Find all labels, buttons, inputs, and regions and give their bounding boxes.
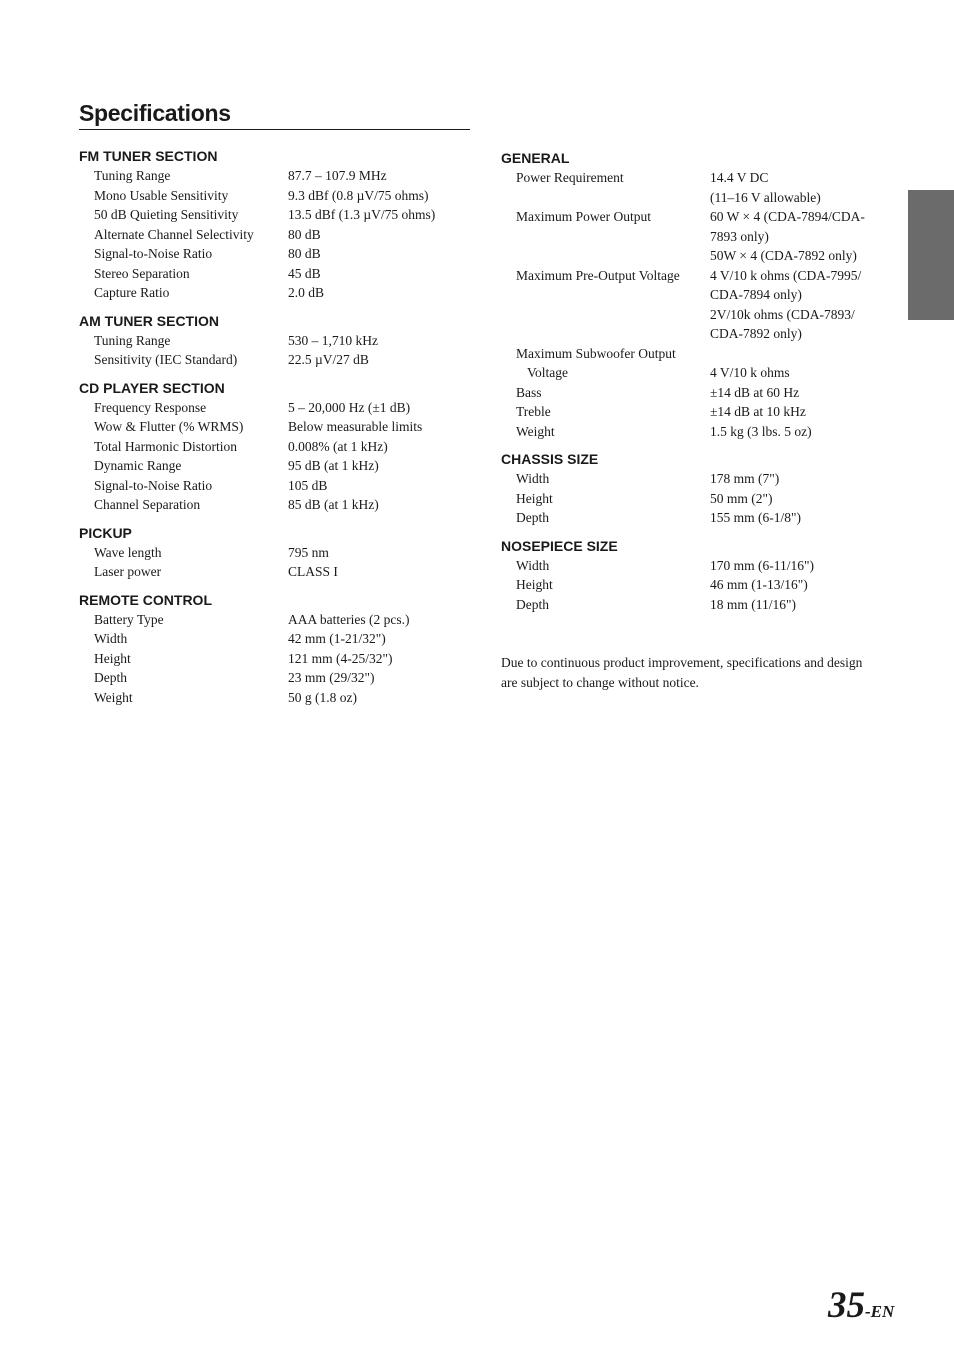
spec-label bbox=[79, 283, 288, 303]
spec-value bbox=[710, 207, 881, 266]
left-spec-column bbox=[79, 146, 470, 715]
section-heading: AM TUNER SECTION bbox=[79, 312, 219, 329]
spec-label-text: Dynamic Range bbox=[94, 458, 182, 473]
spec-value bbox=[288, 186, 470, 206]
spec-label-text: Height bbox=[516, 490, 553, 506]
right-spec-column bbox=[501, 148, 881, 622]
spec-label bbox=[501, 402, 710, 422]
spec-label bbox=[79, 495, 288, 515]
spec-section bbox=[79, 523, 470, 582]
spec-label bbox=[79, 331, 288, 351]
spec-value-line: 9.3 dBf (0.8 µV/75 ohms) bbox=[288, 187, 429, 203]
spec-label bbox=[501, 207, 710, 266]
spec-value bbox=[288, 350, 470, 370]
spec-label bbox=[79, 205, 288, 225]
spec-label-text: Wow & Flutter (% WRMS) bbox=[94, 419, 244, 434]
spec-label-text: Weight bbox=[516, 423, 555, 439]
spec-label-text: Maximum Power Output bbox=[516, 209, 651, 224]
page-number-digits: 35 bbox=[828, 1285, 865, 1326]
spec-value-line: 85 dB (at 1 kHz) bbox=[288, 497, 379, 512]
spec-value bbox=[288, 225, 470, 245]
spec-value-line: 46 mm (1-13/16") bbox=[710, 577, 808, 592]
spec-row bbox=[501, 595, 881, 615]
spec-value-line: 80 dB bbox=[288, 226, 321, 242]
spec-label-text: Tuning Range bbox=[94, 332, 171, 348]
spec-value-line: 18 mm (11/16") bbox=[710, 596, 797, 612]
spec-row bbox=[501, 402, 881, 422]
spec-value bbox=[710, 575, 881, 595]
spec-label bbox=[79, 398, 288, 418]
spec-label bbox=[79, 629, 288, 649]
spec-value bbox=[288, 437, 470, 457]
spec-label bbox=[79, 166, 288, 186]
spec-value bbox=[288, 543, 470, 563]
spec-label-text: Bass bbox=[516, 384, 542, 400]
spec-value-line: 5 – 20,000 Hz (±1 dB) bbox=[288, 399, 411, 415]
spec-row bbox=[79, 331, 470, 351]
spec-row bbox=[79, 456, 470, 476]
spec-value-line: 178 mm (7") bbox=[710, 471, 780, 486]
spec-value bbox=[710, 402, 881, 422]
spec-value bbox=[288, 495, 470, 515]
spec-row bbox=[79, 437, 470, 457]
spec-value-line: 795 nm bbox=[288, 544, 329, 560]
spec-label-text: Power Requirement bbox=[516, 170, 624, 185]
spec-label bbox=[501, 383, 710, 403]
spec-value-line: 2V/10k ohms (CDA-7893/ bbox=[710, 306, 855, 322]
spec-value-line: 22.5 µV/27 dB bbox=[288, 352, 369, 367]
spec-label-text: Mono Usable Sensitivity bbox=[94, 187, 229, 203]
spec-row bbox=[501, 344, 881, 383]
spec-label-text: Signal-to-Noise Ratio bbox=[94, 477, 213, 493]
spec-row bbox=[501, 383, 881, 403]
spec-section bbox=[79, 590, 470, 708]
spec-value bbox=[710, 383, 881, 403]
spec-value-line: 170 mm (6-11/16") bbox=[710, 557, 814, 573]
spec-label-text: Wave length bbox=[94, 544, 162, 560]
spec-value bbox=[288, 331, 470, 351]
spec-label bbox=[79, 264, 288, 284]
spec-row bbox=[79, 350, 470, 370]
spec-value bbox=[710, 422, 881, 442]
spec-label-text: Laser power bbox=[94, 564, 162, 579]
spec-value-line: 60 W × 4 (CDA-7894/CDA- bbox=[710, 209, 865, 224]
spec-row bbox=[79, 205, 470, 225]
spec-label-text: Weight bbox=[94, 689, 133, 705]
spec-label-text: Treble bbox=[516, 404, 551, 419]
spec-row bbox=[501, 266, 881, 344]
spec-label bbox=[79, 437, 288, 457]
spec-row bbox=[79, 398, 470, 418]
spec-value-line: 14.4 V DC bbox=[710, 170, 769, 185]
spec-value bbox=[288, 629, 470, 649]
spec-value-line: AAA batteries (2 pcs.) bbox=[288, 611, 410, 627]
spec-label-text: Frequency Response bbox=[94, 399, 207, 415]
section-heading: PICKUP bbox=[79, 524, 132, 541]
spec-value bbox=[288, 398, 470, 418]
spec-label bbox=[79, 668, 288, 688]
spec-label bbox=[79, 225, 288, 245]
spec-value-line: CDA-7892 only) bbox=[710, 326, 802, 341]
spec-row bbox=[79, 166, 470, 186]
spec-label bbox=[79, 476, 288, 496]
spec-value-line: 87.7 – 107.9 MHz bbox=[288, 168, 387, 183]
spec-label bbox=[501, 266, 710, 344]
spec-value bbox=[288, 456, 470, 476]
spec-value-line: 80 dB bbox=[288, 246, 321, 261]
page-title: Specifications bbox=[79, 100, 470, 130]
spec-label bbox=[501, 556, 710, 576]
page-number bbox=[828, 1284, 894, 1327]
spec-label bbox=[501, 595, 710, 615]
spec-value bbox=[288, 688, 470, 708]
spec-label-text: Depth bbox=[516, 510, 549, 525]
spec-value-line: 4 V/10 k ohms (CDA-7995/ bbox=[710, 267, 862, 283]
spec-section bbox=[501, 449, 881, 528]
section-heading: FM TUNER SECTION bbox=[79, 148, 218, 164]
spec-value bbox=[288, 283, 470, 303]
spec-value-line: (11–16 V allowable) bbox=[710, 189, 821, 205]
spec-row bbox=[79, 417, 470, 437]
spec-row bbox=[79, 668, 470, 688]
spec-label bbox=[501, 168, 710, 207]
spec-label bbox=[501, 575, 710, 595]
spec-value bbox=[288, 562, 470, 582]
spec-value bbox=[710, 489, 881, 509]
section-heading: REMOTE CONTROL bbox=[79, 591, 212, 608]
spec-label-text: Signal-to-Noise Ratio bbox=[94, 246, 213, 261]
spec-section bbox=[79, 146, 470, 303]
spec-section bbox=[501, 536, 881, 615]
spec-row bbox=[501, 508, 881, 528]
spec-row bbox=[79, 543, 470, 563]
spec-value bbox=[288, 668, 470, 688]
spec-value-line: 50 g (1.8 oz) bbox=[288, 689, 357, 705]
spec-label bbox=[79, 610, 288, 630]
spec-label-text: Stereo Separation bbox=[94, 265, 190, 281]
spec-label-text: Tuning Range bbox=[94, 168, 171, 183]
spec-value bbox=[710, 508, 881, 528]
spec-row bbox=[79, 264, 470, 284]
spec-label bbox=[79, 562, 288, 582]
spec-label bbox=[501, 469, 710, 489]
spec-row bbox=[501, 422, 881, 442]
spec-row bbox=[79, 244, 470, 264]
spec-label bbox=[79, 688, 288, 708]
spec-value-line: 13.5 dBf (1.3 µV/75 ohms) bbox=[288, 207, 436, 222]
spec-value-line: 50 mm (2") bbox=[710, 490, 773, 506]
spec-label-text: Battery Type bbox=[94, 611, 164, 627]
spec-label bbox=[79, 244, 288, 264]
spec-label-text: Alternate Channel Selectivity bbox=[94, 226, 254, 242]
spec-label-text: Height bbox=[94, 650, 131, 666]
spec-label bbox=[79, 417, 288, 437]
spec-row bbox=[79, 186, 470, 206]
spec-value-line: 1.5 kg (3 lbs. 5 oz) bbox=[710, 423, 812, 439]
spec-row bbox=[501, 207, 881, 266]
spec-row bbox=[501, 556, 881, 576]
section-heading: NOSEPIECE SIZE bbox=[501, 537, 618, 554]
spec-label bbox=[501, 344, 710, 383]
spec-value-line: ±14 dB at 60 Hz bbox=[710, 384, 800, 400]
spec-row bbox=[501, 469, 881, 489]
spec-label bbox=[79, 350, 288, 370]
spec-label-text: Maximum Pre-Output Voltage bbox=[516, 267, 680, 283]
spec-label bbox=[79, 186, 288, 206]
spec-section bbox=[79, 311, 470, 370]
spec-value bbox=[288, 649, 470, 669]
side-thumb-tab bbox=[908, 190, 954, 320]
spec-label-text: Width bbox=[516, 557, 550, 573]
spec-value-line: 2.0 dB bbox=[288, 285, 325, 300]
spec-value-line: Below measurable limits bbox=[288, 419, 423, 434]
spec-value bbox=[288, 166, 470, 186]
spec-label-text: Width bbox=[516, 471, 550, 486]
spec-label-text: Sensitivity (IEC Standard) bbox=[94, 352, 238, 367]
spec-row bbox=[79, 610, 470, 630]
spec-value-line: 7893 only) bbox=[710, 228, 769, 244]
spec-row bbox=[79, 649, 470, 669]
spec-label bbox=[79, 649, 288, 669]
spec-value-line: 95 dB (at 1 kHz) bbox=[288, 458, 379, 473]
spec-value bbox=[710, 556, 881, 576]
spec-row bbox=[501, 575, 881, 595]
spec-value-line: 105 dB bbox=[288, 477, 328, 493]
spec-section bbox=[79, 378, 470, 515]
spec-value-line: 155 mm (6-1/8") bbox=[710, 510, 801, 525]
spec-row bbox=[501, 168, 881, 207]
spec-value bbox=[288, 264, 470, 284]
spec-label-text: Height bbox=[516, 577, 553, 592]
spec-label bbox=[79, 456, 288, 476]
spec-value-line: 530 – 1,710 kHz bbox=[288, 332, 378, 348]
spec-label bbox=[79, 543, 288, 563]
spec-value-line: 0.008% (at 1 kHz) bbox=[288, 438, 388, 454]
spec-value bbox=[710, 168, 881, 207]
spec-row bbox=[79, 688, 470, 708]
spec-row bbox=[79, 562, 470, 582]
page-number-suffix: -EN bbox=[865, 1302, 895, 1321]
spec-value-line: CLASS I bbox=[288, 564, 338, 579]
spec-value-line: 45 dB bbox=[288, 265, 321, 281]
section-heading: CHASSIS SIZE bbox=[501, 451, 599, 467]
spec-value-line: ±14 dB at 10 kHz bbox=[710, 404, 806, 419]
spec-value bbox=[710, 469, 881, 489]
spec-label-text: Maximum Subwoofer Output bbox=[516, 345, 676, 361]
spec-value bbox=[710, 344, 881, 383]
spec-row bbox=[79, 629, 470, 649]
spec-row bbox=[79, 225, 470, 245]
spec-row bbox=[79, 476, 470, 496]
spec-label bbox=[501, 489, 710, 509]
spec-value-line: 50W × 4 (CDA-7892 only) bbox=[710, 248, 857, 263]
spec-value-line: 4 V/10 k ohms bbox=[710, 365, 790, 380]
disclaimer-note: Due to continuous product improvement, specifications and design are subject to change without notice. bbox=[501, 655, 863, 690]
spec-row bbox=[79, 495, 470, 515]
spec-value-line: 42 mm (1-21/32") bbox=[288, 631, 386, 646]
spec-sublabel: Voltage bbox=[527, 365, 568, 380]
spec-label-text: Depth bbox=[516, 596, 549, 612]
spec-label-text: Capture Ratio bbox=[94, 285, 170, 300]
spec-label-text: Total Harmonic Distortion bbox=[94, 438, 238, 454]
spec-value-line: 23 mm (29/32") bbox=[288, 670, 375, 685]
spec-value bbox=[288, 476, 470, 496]
spec-row bbox=[79, 283, 470, 303]
section-heading: CD PLAYER SECTION bbox=[79, 379, 225, 396]
spec-value-line: 121 mm (4-25/32") bbox=[288, 650, 393, 666]
spec-label bbox=[501, 508, 710, 528]
spec-value bbox=[288, 205, 470, 225]
spec-value-line: CDA-7894 only) bbox=[710, 287, 802, 302]
section-heading: GENERAL bbox=[501, 150, 570, 166]
spec-label-text: Depth bbox=[94, 670, 127, 685]
spec-value bbox=[288, 417, 470, 437]
spec-label bbox=[501, 422, 710, 442]
spec-label-text: Width bbox=[94, 631, 128, 646]
spec-value bbox=[710, 266, 881, 344]
spec-value bbox=[288, 244, 470, 264]
spec-value bbox=[710, 595, 881, 615]
spec-value bbox=[288, 610, 470, 630]
spec-label-text: Channel Separation bbox=[94, 497, 201, 512]
spec-label-text: 50 dB Quieting Sensitivity bbox=[94, 207, 239, 222]
spec-section bbox=[501, 148, 881, 441]
spec-value-line bbox=[710, 344, 881, 364]
spec-row bbox=[501, 489, 881, 509]
